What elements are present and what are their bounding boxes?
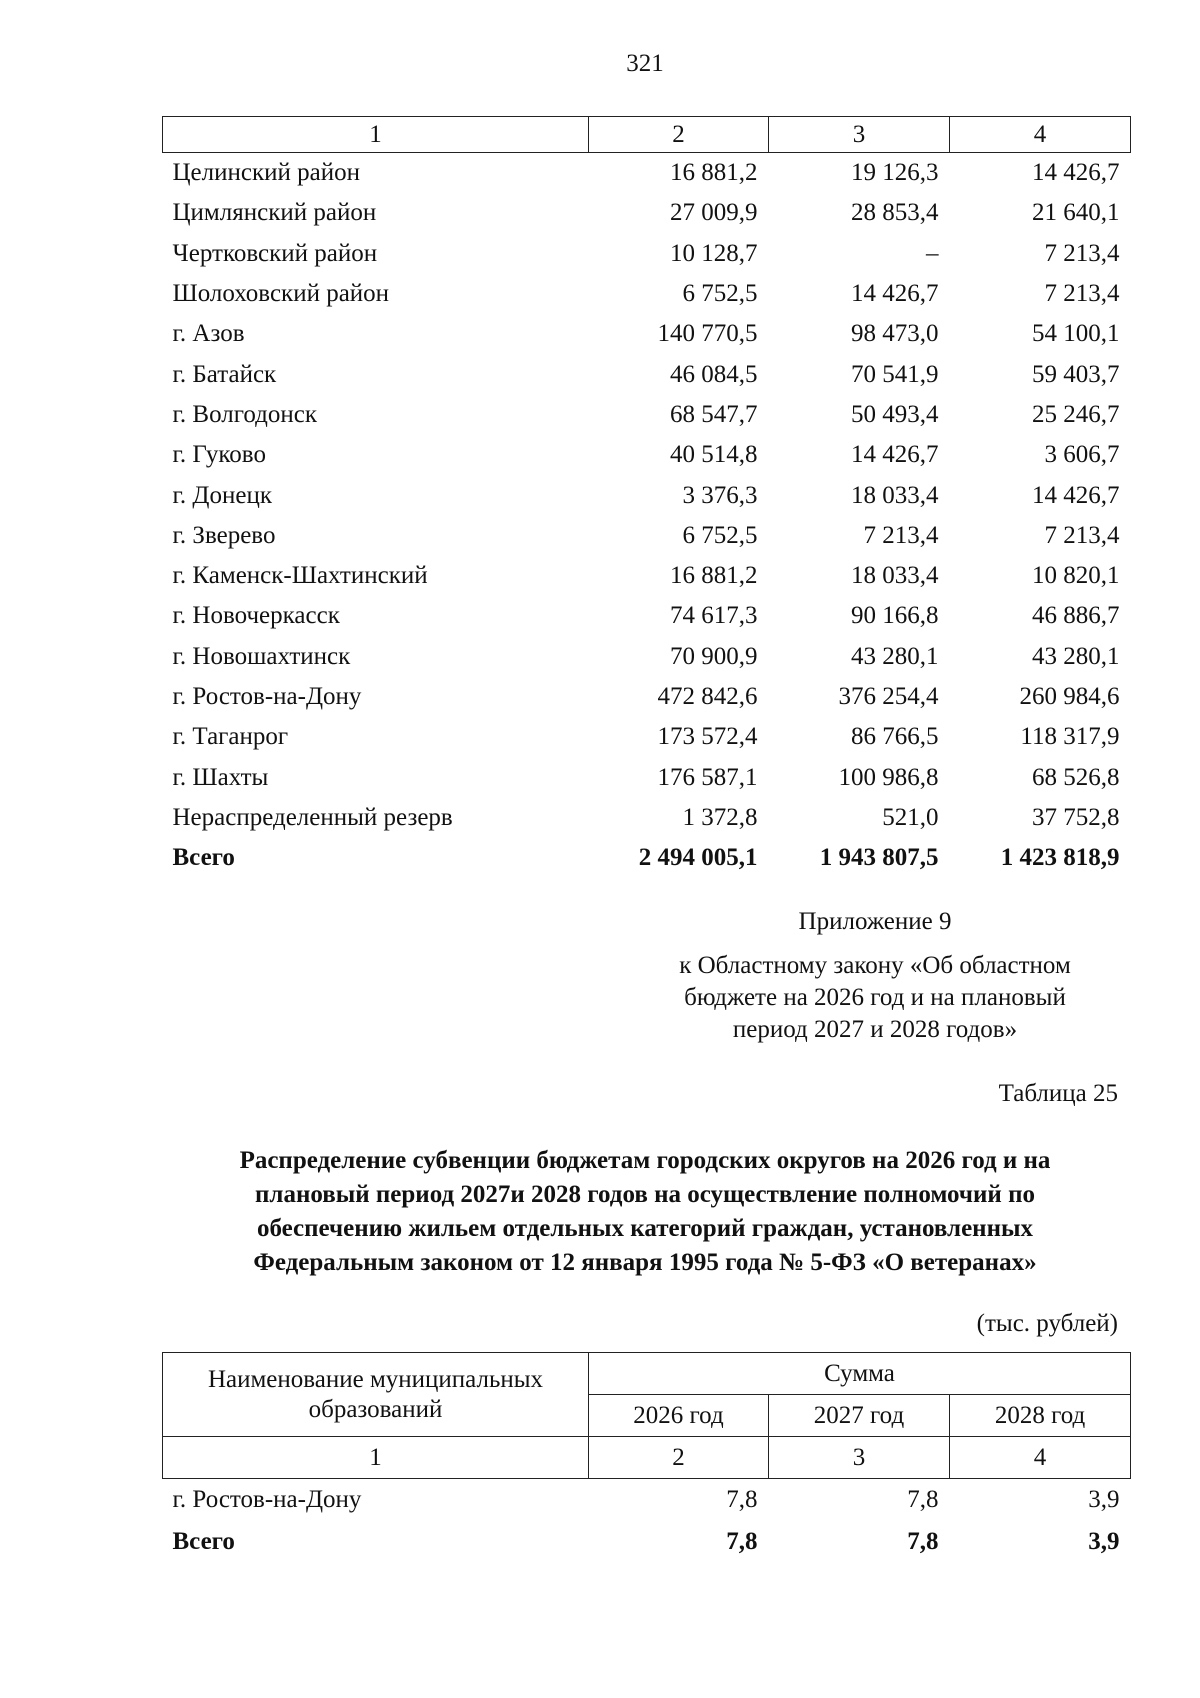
table-row	[163, 677, 1131, 717]
value-2028: 3 606,7	[1044, 441, 1120, 469]
value-2026: 74 617,3	[670, 602, 758, 630]
document-title-line: Распределение субвенции бюджетам городских округов на 2026 год и на	[239, 1147, 1051, 1174]
value-2027: 521,0	[882, 803, 939, 831]
table-row	[163, 556, 1131, 596]
column-index-4: 4	[950, 1437, 1131, 1479]
value-2026: 16 881,2	[670, 159, 758, 187]
document-title-line: Федеральным законом от 12 января 1995 года № 5-ФЗ «О ветеранах»	[253, 1249, 1037, 1276]
table-row	[163, 435, 1131, 475]
table-row	[163, 637, 1131, 677]
value-2027: 70 541,9	[851, 360, 939, 388]
municipality-name: Всего	[172, 1528, 235, 1555]
value-2026: 6 752,5	[682, 280, 758, 308]
municipality-name: г. Донецк	[172, 481, 272, 509]
header-row	[163, 1353, 1131, 1395]
column-index-4: 4	[950, 117, 1131, 153]
municipality-name: г. Новошахтинск	[172, 642, 351, 670]
municipality-name: г. Ростов-на-Дону	[172, 1486, 362, 1513]
appendix-subtitle-line: к Областному закону «Об областном	[679, 952, 1071, 979]
value-2026: 472 842,6	[657, 683, 758, 710]
value-2028: 7 213,4	[1044, 521, 1120, 549]
total-row	[163, 838, 1131, 878]
value-2027: 14 426,7	[851, 441, 939, 469]
sum-header: Сумма	[589, 1353, 1131, 1395]
value-2027: 14 426,7	[851, 280, 939, 308]
value-2028: 21 640,1	[1032, 199, 1120, 227]
municipality-name: г. Гуково	[172, 441, 266, 469]
value-2026: 140 770,5	[657, 320, 758, 348]
table-row	[163, 1479, 1131, 1522]
value-2026: 16 881,2	[670, 562, 758, 590]
value-2027: 90 166,8	[851, 602, 939, 630]
table-row	[163, 516, 1131, 556]
column-index-1: 1	[163, 117, 589, 153]
value-2028: 14 426,7	[1032, 481, 1120, 509]
table-body	[163, 153, 1131, 879]
column-index-row	[163, 117, 1131, 153]
year-header-2028: 2028 год	[950, 1395, 1131, 1437]
table-row	[163, 757, 1131, 797]
year-header-2027: 2027 год	[769, 1395, 950, 1437]
table-body	[163, 1479, 1131, 1564]
value-2026: 1 372,8	[682, 803, 758, 831]
table-row	[163, 475, 1131, 515]
value-2028: 10 820,1	[1032, 562, 1120, 590]
value-2026: 40 514,8	[670, 441, 758, 469]
value-2027: 7 213,4	[863, 521, 939, 549]
value-2028: 14 426,7	[1032, 159, 1120, 187]
table-row	[163, 717, 1131, 757]
value-2027: 50 493,4	[851, 400, 939, 428]
value-2026: 27 009,9	[670, 199, 758, 227]
page-number: 321	[626, 50, 664, 77]
column-index-1: 1	[163, 1437, 589, 1479]
municipality-name-header	[163, 1353, 589, 1437]
value-2026: 46 084,5	[670, 360, 758, 388]
municipality-name: г. Зверево	[172, 521, 276, 549]
value-2026: 3 376,3	[682, 481, 758, 509]
veterans-housing-table	[162, 1352, 1131, 1563]
municipality-name: г. Новочеркасск	[172, 602, 340, 630]
municipality-name: Всего	[172, 844, 235, 872]
table-row	[163, 274, 1131, 314]
municipality-name: г. Шахты	[172, 763, 269, 791]
value-2027: 376 254,4	[838, 683, 939, 710]
value-2028: 3,9	[1088, 1486, 1120, 1513]
value-2026: 10 128,7	[670, 239, 758, 267]
table-row	[163, 234, 1131, 274]
table-row	[163, 193, 1131, 233]
column-index-row	[163, 1437, 1131, 1479]
value-2028: 43 280,1	[1032, 642, 1120, 670]
value-2028: 59 403,7	[1032, 360, 1120, 388]
value-2028: 46 886,7	[1032, 602, 1120, 630]
units-label: (тыс. рублей)	[976, 1310, 1118, 1337]
table-row	[163, 395, 1131, 435]
value-2028: 260 984,6	[1019, 683, 1120, 710]
total-row	[163, 1521, 1131, 1563]
header-line: образований	[308, 1395, 443, 1423]
municipality-name: Цимлянский район	[172, 199, 377, 227]
value-2028: 37 752,8	[1032, 803, 1120, 831]
document-title-line: обеспечению жильем отдельных категорий граждан, установленных	[256, 1215, 1034, 1242]
table-row	[163, 596, 1131, 636]
column-index-2: 2	[589, 1437, 769, 1479]
value-2026: 7,8	[726, 1486, 758, 1513]
value-2027: 18 033,4	[851, 481, 939, 509]
municipality-name: Нераспределенный резерв	[172, 803, 453, 831]
column-index-3: 3	[769, 1437, 950, 1479]
value-2028: 25 246,7	[1032, 400, 1120, 428]
value-2027: 43 280,1	[851, 642, 939, 670]
municipality-name: г. Волгодонск	[172, 400, 318, 428]
municipality-name: г. Азов	[172, 320, 245, 348]
value-2028: 1 423 818,9	[1000, 844, 1120, 872]
municipality-name: Целинский район	[172, 159, 360, 187]
column-index-3: 3	[769, 117, 950, 153]
value-2026: 68 547,7	[670, 400, 758, 428]
value-2028: 54 100,1	[1032, 320, 1120, 348]
column-index-2: 2	[589, 117, 769, 153]
value-2026: 2 494 005,1	[638, 844, 758, 872]
year-header-2026: 2026 год	[589, 1395, 769, 1437]
appendix-subtitle-line: бюджете на 2026 год и на плановый	[684, 984, 1066, 1011]
table-row	[163, 354, 1131, 394]
document-title-line: плановый период 2027и 2028 годов на осуществление полномочий по	[255, 1181, 1035, 1208]
value-2028: 7 213,4	[1044, 239, 1120, 267]
table-label: Таблица 25	[998, 1080, 1118, 1107]
subvention-table-continued	[162, 116, 1131, 878]
table-row	[163, 314, 1131, 354]
municipality-name: Чертковский район	[172, 239, 378, 267]
value-2027: 100 986,8	[838, 763, 939, 791]
value-2028: 7 213,4	[1044, 280, 1120, 308]
value-2027: 28 853,4	[851, 199, 939, 227]
municipality-name: г. Ростов-на-Дону	[172, 683, 362, 710]
municipality-name: г. Батайск	[172, 360, 277, 388]
value-2026: 176 587,1	[657, 763, 758, 791]
value-2027: 86 766,5	[851, 723, 939, 751]
value-2027: 19 126,3	[851, 159, 939, 187]
value-2026: 173 572,4	[657, 723, 758, 751]
value-2026: 70 900,9	[670, 642, 758, 670]
value-2027: 98 473,0	[851, 320, 939, 348]
value-2028: 3,9	[1088, 1528, 1120, 1555]
value-2027: 7,8	[907, 1486, 939, 1513]
value-2028: 118 317,9	[1020, 723, 1120, 751]
appendix-title: Приложение 9	[798, 908, 952, 935]
value-2028: 68 526,8	[1032, 763, 1120, 791]
value-2027: 7,8	[907, 1528, 939, 1555]
header-line: Наименование муниципальных	[207, 1365, 544, 1393]
value-2027: –	[926, 239, 939, 267]
municipality-name: г. Таганрог	[172, 723, 289, 751]
value-2027: 1 943 807,5	[819, 844, 939, 872]
municipality-name: Шолоховский район	[172, 280, 390, 308]
table-row	[163, 798, 1131, 838]
value-2026: 7,8	[726, 1528, 758, 1555]
appendix-subtitle	[600, 950, 1150, 1046]
value-2026: 6 752,5	[682, 521, 758, 549]
appendix-subtitle-line: период 2027 и 2028 годов»	[732, 1016, 1018, 1043]
table-row	[163, 153, 1131, 194]
document-title	[150, 1144, 1140, 1280]
municipality-name: г. Каменск-Шахтинский	[172, 562, 428, 590]
value-2027: 18 033,4	[851, 562, 939, 590]
